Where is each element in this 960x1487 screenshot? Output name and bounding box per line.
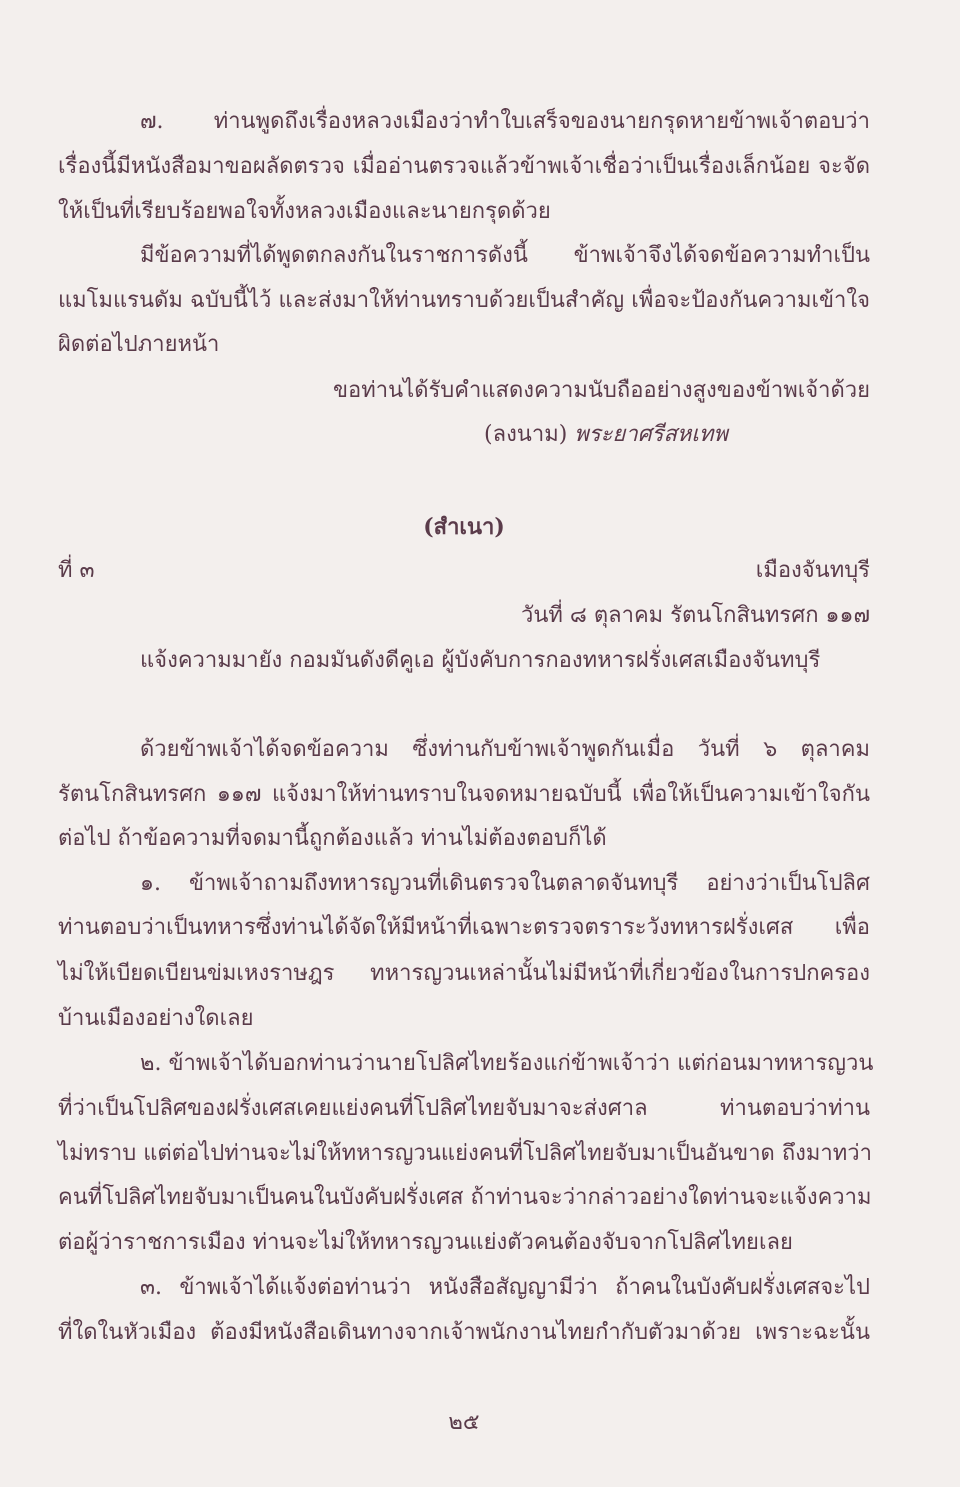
intro-line-1: ด้วยข้าพเจ้าได้จดข้อความ ซึ่งท่านกับข้าพเจ้าพูดกันเมื่อ วันที่ ๖ ตุลาคม bbox=[140, 737, 870, 762]
closing-line-3: ผิดต่อไปภายหน้า bbox=[58, 332, 220, 357]
para2-line-5: ต่อผู้ว่าราชการเมือง ท่านจะไม่ให้ทหารญวนแย่งตัวคนต้องจับจากโปลิศไทยเลย bbox=[58, 1230, 793, 1255]
para7-line-1: ๗. ท่านพูดถึงเรื่องหลวงเมืองว่าทำใบเสร็จของนายกรุดหายข้าพเจ้าตอบว่า bbox=[140, 109, 870, 134]
regards-line: ขอท่านได้รับคำแสดงความนับถืออย่างสูงของข้าพเจ้าด้วย bbox=[332, 378, 870, 403]
para1-line-1: ๑. ข้าพเจ้าถามถึงทหารญวนที่เดินตรวจในตลาดจันทบุรี อย่างว่าเป็นโปลิศ bbox=[140, 871, 870, 896]
letter-addressee: แจ้งความมายัง กอมมันดังดีคูเอ ผู้บังคับการกองทหารฝรั่งเศสเมืองจันทบุรี bbox=[140, 648, 821, 673]
letter-place: เมืองจันทบุรี bbox=[755, 558, 870, 583]
signature-prefix: (ลงนาม) bbox=[484, 422, 568, 447]
para7-line-3: ให้เป็นที่เรียบร้อยพอใจทั้งหลวงเมืองและนายกรุดด้วย bbox=[58, 199, 551, 224]
para1-line-2: ท่านตอบว่าเป็นทหารซึ่งท่านได้จัดให้มีหน้าที่เฉพาะตรวจตราระวังทหารฝรั่งเศส เพื่อ bbox=[58, 915, 870, 940]
intro-line-2: รัตนโกสินทรศก ๑๑๗ แจ้งมาให้ท่านทราบในจดหมายฉบับนี้ เพื่อให้เป็นความเข้าใจกัน bbox=[58, 782, 870, 807]
intro-line-3: ต่อไป ถ้าข้อความที่จดมานี้ถูกต้องแล้ว ท่านไม่ต้องตอบก็ได้ bbox=[58, 826, 607, 851]
para2-line-3: ไม่ทราบ แต่ต่อไปท่านจะไม่ให้ทหารญวนแย่งคนที่โปลิศไทยจับมาเป็นอันขาด ถึงมาทว่า bbox=[58, 1141, 872, 1166]
para2-line-4: คนที่โปลิศไทยจับมาเป็นคนในบังคับฝรั่งเศส ถ้าท่านจะว่ากล่าวอย่างใดท่านจะแจ้งความ bbox=[58, 1185, 872, 1210]
para7-line-2: เรื่องนี้มีหนังสือมาขอผลัดตรวจ เมื่ออ่านตรวจแล้วข้าพเจ้าเชื่อว่าเป็นเรื่องเล็กน้อย จะจัด bbox=[58, 154, 870, 179]
para3-line-1: ๓. ข้าพเจ้าได้แจ้งต่อท่านว่า หนังสือสัญญามีว่า ถ้าคนในบังคับฝรั่งเศสจะไป bbox=[140, 1275, 870, 1300]
copy-heading: (สำเนา) bbox=[423, 514, 505, 540]
closing-line-1: มีข้อความที่ได้พูดตกลงกันในราชการดังนี้ ข้าพเจ้าจึงได้จดข้อความทำเป็น bbox=[140, 243, 870, 268]
signature bbox=[484, 420, 784, 450]
para2-line-1: ๒. ข้าพเจ้าได้บอกท่านว่านายโปลิศไทยร้องแก่ข้าพเจ้าว่า แต่ก่อนมาทหารญวน bbox=[140, 1051, 874, 1076]
para1-line-3: ไม่ให้เบียดเบียนข่มเหงราษฎร ทหารญวนเหล่านั้นไม่มีหน้าที่เกี่ยวข้องในการปกครอง bbox=[58, 961, 870, 986]
page-number: ๒๕ bbox=[448, 1410, 480, 1435]
signature-name: พระยาศรีสหเทพ bbox=[574, 422, 728, 447]
letter-date: วันที่ ๘ ตุลาคม รัตนโกสินทรศก ๑๑๗ bbox=[520, 603, 870, 628]
para3-line-2: ที่ใดในหัวเมือง ต้องมีหนังสือเดินทางจากเจ้าพนักงานไทยกำกับตัวมาด้วย เพราะฉะนั้น bbox=[58, 1320, 870, 1345]
para2-line-2: ที่ว่าเป็นโปลิศของฝรั่งเศสเคยแย่งคนที่โปลิศไทยจับมาจะส่งศาล ท่านตอบว่าท่าน bbox=[58, 1096, 870, 1121]
closing-line-2: แมโมแรนดัม ฉบับนี้ไว้ และส่งมาให้ท่านทราบด้วยเป็นสำคัญ เพื่อจะป้องกันความเข้าใจ bbox=[58, 288, 870, 313]
para1-line-4: บ้านเมืองอย่างใดเลย bbox=[58, 1006, 254, 1031]
letter-number: ที่ ๓ bbox=[58, 558, 95, 583]
